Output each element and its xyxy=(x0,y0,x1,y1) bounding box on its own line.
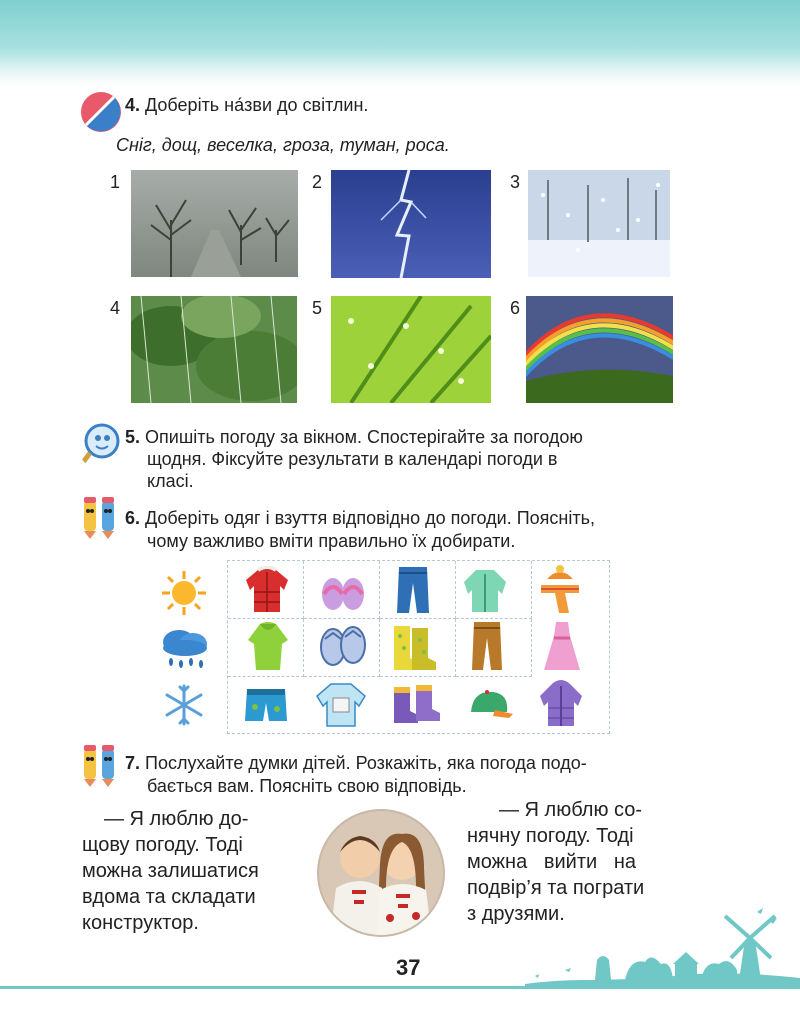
flip-flops-icon[interactable] xyxy=(315,625,371,667)
left-quote-line2: щову погоду. Тоді xyxy=(82,834,243,856)
photo-dew xyxy=(331,296,491,403)
pencils-icon-2 xyxy=(78,743,122,787)
right-quote-line3: можна вийти на xyxy=(467,851,637,873)
task5-text xyxy=(125,426,675,448)
task4-heading xyxy=(125,94,368,116)
task6-number: 6. xyxy=(125,508,141,528)
photo-snow xyxy=(528,170,670,277)
task6-line1: Доберіть одяг і взуття відповідно до погоди. Поясніть, xyxy=(145,508,595,528)
purple-jacket-icon[interactable] xyxy=(538,678,584,728)
green-cap-icon[interactable] xyxy=(465,688,513,722)
village-windmill-icon xyxy=(525,900,800,988)
task5-line1: Опишіть погоду за вікном. Спостерігайте за погодою xyxy=(145,427,583,447)
rubber-boots-icon[interactable] xyxy=(388,622,438,672)
snowflake-icon xyxy=(162,683,206,727)
photo-label-6: 6 xyxy=(510,298,521,318)
right-quote-line1: — Я люблю со- xyxy=(499,799,643,821)
green-raincoat-icon[interactable] xyxy=(246,622,290,672)
left-quote-line3: можна залишатися xyxy=(82,860,259,882)
task6-line2: чому важливо вміти правильно їх добирати. xyxy=(147,531,516,551)
purple-boots-icon[interactable] xyxy=(390,683,442,727)
task7-line1: Послухайте думки дітей. Розкажіть, яка погода подо- xyxy=(145,753,587,773)
green-cardigan-icon[interactable] xyxy=(462,566,508,614)
left-quote-line1: — Я люблю до- xyxy=(104,808,249,830)
winter-sweater-icon[interactable] xyxy=(315,680,367,728)
photo-lightning xyxy=(331,170,491,278)
task5-number: 5. xyxy=(125,427,141,447)
header-band xyxy=(0,0,800,86)
magnifier-icon xyxy=(78,423,122,469)
sun-icon xyxy=(160,569,208,617)
photo-label-3: 3 xyxy=(510,172,521,192)
photo-fog xyxy=(131,170,298,277)
photo-label-2: 2 xyxy=(312,172,323,192)
blue-jeans-icon[interactable] xyxy=(395,565,431,615)
pink-sandals-icon[interactable] xyxy=(318,572,368,612)
task7-number: 7. xyxy=(125,753,141,773)
page-number: 37 xyxy=(396,955,421,980)
blue-shorts-icon[interactable] xyxy=(243,685,289,725)
left-quote-line5: конструктор. xyxy=(82,912,199,934)
pink-dress-icon[interactable] xyxy=(542,620,582,672)
children-photo xyxy=(316,808,446,938)
task5-line3: класі. xyxy=(147,471,194,491)
right-quote-line2: нячну погоду. Тоді xyxy=(467,825,634,847)
red-winter-jacket-icon[interactable] xyxy=(244,566,290,614)
task4-words: Сніг, дощ, веселка, гроза, туман, роса. xyxy=(116,135,450,155)
photo-label-5: 5 xyxy=(312,298,323,318)
task5-line2: щодня. Фіксуйте результати в календарі погоди в xyxy=(147,449,558,469)
scarf-and-hat-icon[interactable] xyxy=(535,565,585,615)
task4-instruction: Доберіть на́зви до світлин. xyxy=(145,95,369,115)
task4-number: 4. xyxy=(125,95,141,115)
photo-label-4: 4 xyxy=(110,298,121,318)
photo-rain xyxy=(131,296,297,403)
task6-line1-wrap xyxy=(125,507,595,529)
left-quote-line4: вдома та складати xyxy=(82,886,256,908)
rain-cloud-icon xyxy=(157,624,211,670)
task7-line1-wrap xyxy=(125,752,587,774)
pencils-icon xyxy=(78,495,122,539)
right-quote-line5: з друзями. xyxy=(467,903,565,925)
right-quote-line4: подвір’я та пограти xyxy=(467,877,645,899)
brown-trousers-icon[interactable] xyxy=(470,620,504,672)
pill-icon xyxy=(80,91,122,133)
photo-label-1: 1 xyxy=(110,172,121,192)
photo-rainbow xyxy=(526,296,673,403)
task7-line2: бається вам. Поясніть свою відповідь. xyxy=(147,776,467,796)
